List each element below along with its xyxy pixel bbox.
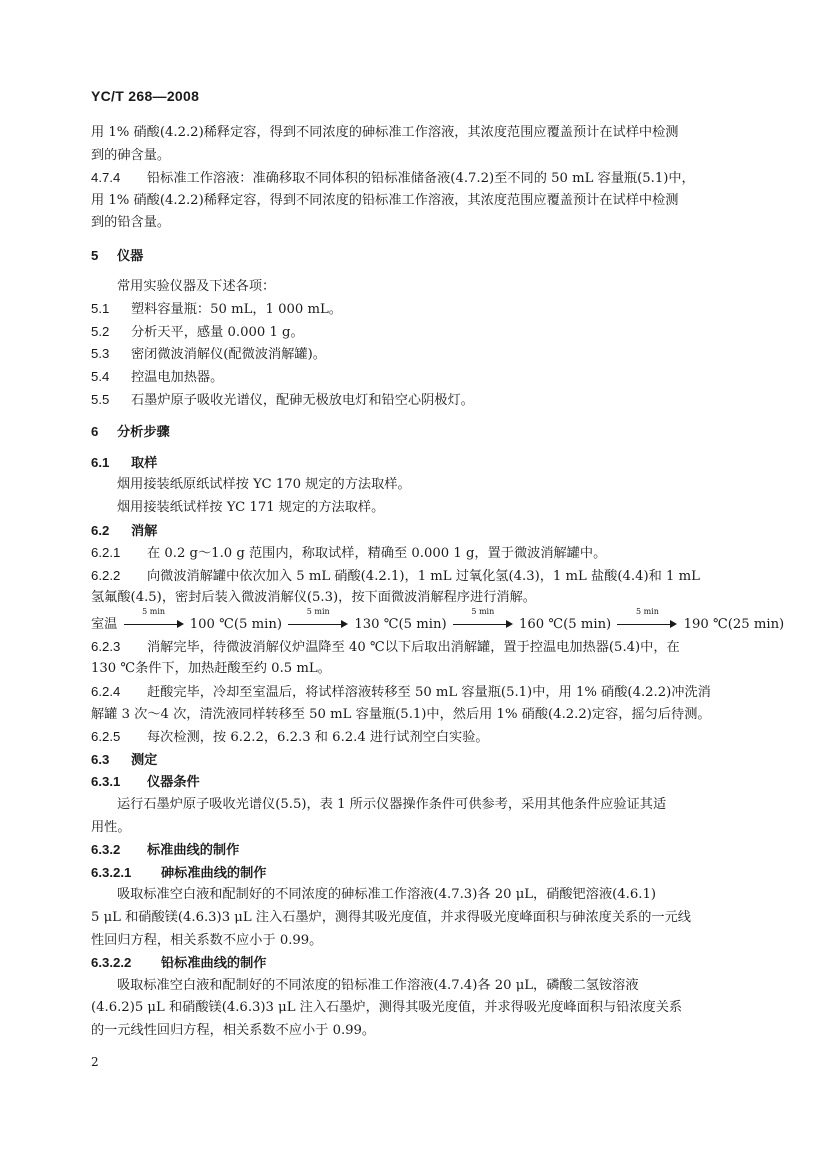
paragraph: 吸取标准空白液和配制好的不同浓度的砷标准工作溶液(4.7.3)各 20 μL，硝酸钯溶液(4.6.1) [117, 887, 656, 903]
program-stage: 190 ℃(25 min) [683, 616, 785, 632]
section-number: 6 [91, 424, 99, 440]
subsection-number: 6.2 [91, 522, 110, 538]
clause-number: 6.2.1 [91, 545, 121, 561]
program-stage: 160 ℃(5 min) [519, 616, 612, 632]
arrow-icon [288, 607, 348, 631]
arrow-label: 5 min [306, 607, 330, 617]
program-start: 室温 [91, 616, 118, 632]
body-line: 解罐 3 次～4 次，清洗液同样转移至 50 mL 容量瓶(5.1)中，然后用 1% 硝酸(4.2.2)定容，摇匀后待测。 [91, 706, 711, 722]
clause-6-2-4 [91, 681, 731, 704]
body-line: 性回归方程，相关系数不应小于 0.99。 [91, 932, 323, 948]
item-5-2 [91, 321, 731, 344]
item-number: 5.4 [91, 368, 110, 384]
item-text: 密闭微波消解仪(配微波消解罐)。 [131, 347, 326, 363]
subsection-6-2-heading [91, 520, 731, 543]
body-line: 5 μL 和硝酸镁(4.6.3)3 μL 注入石墨炉，测得其吸光度值，并求得吸光度峰面积与砷浓度关系的一元线 [91, 910, 691, 925]
clause-6-2-1 [91, 542, 731, 565]
paragraph: 运行石墨炉原子吸收光谱仪(5.5)，表 1 所示仪器操作条件可供参考，采用其他条件应验证其适 [117, 797, 667, 813]
item-text: 石墨炉原子吸收光谱仪，配砷无极放电灯和铅空心阴极灯。 [131, 392, 474, 408]
arrow-icon [617, 607, 677, 631]
paragraph: 烟用接装纸原纸试样按 YC 170 规定的方法取样。 [117, 477, 411, 493]
paragraph: 吸取标准空白液和配制好的不同浓度的铅标准工作溶液(4.7.4)各 20 μL，磷酸二氢铵溶液 [117, 977, 639, 993]
section-title: 仪器 [117, 247, 144, 263]
clause-title: 仪器条件 [147, 774, 200, 790]
clause-title: 砷标准曲线的制作 [161, 864, 267, 880]
item-5-4 [91, 366, 731, 389]
clause-title: 铅标准曲线的制作 [161, 955, 267, 971]
item-text: 塑料容量瓶：50 mL，1 000 mL。 [131, 302, 342, 318]
clause-6-3-1-heading [91, 771, 731, 794]
clause-number: 6.2.2 [91, 567, 121, 583]
section-5-intro: 常用实验仪器及下述各项： [117, 278, 276, 294]
clause-title: 标准曲线的制作 [147, 842, 240, 858]
page-number: 2 [91, 1055, 99, 1069]
item-text: 分析天平，感量 0.000 1 g。 [131, 324, 304, 340]
standard-code: YC/T 268—2008 [91, 88, 200, 104]
body-line: 130 ℃条件下，加热赶酸至约 0.5 mL。 [91, 661, 331, 677]
program-stage: 130 ℃(5 min) [354, 616, 447, 632]
subsection-title: 消解 [131, 522, 158, 538]
body-line: (4.6.2)5 μL 和硝酸镁(4.6.3)3 μL 注入石墨炉，测得其吸光度值，并求得吸光度峰面积与铅浓度关系 [91, 1000, 683, 1016]
item-number: 5.2 [91, 323, 110, 339]
clause-text: 每次检测，按 6.2.2，6.2.3 和 6.2.4 进行试剂空白实验。 [147, 730, 489, 746]
clause-6-2-2 [91, 565, 731, 588]
body-line: 用性。 [91, 819, 131, 835]
item-5-1 [91, 298, 731, 321]
clause-6-2-5 [91, 726, 731, 749]
clause-6-3-2-heading [91, 839, 731, 862]
item-5-5 [91, 389, 731, 412]
clause-number: 6.2.5 [91, 729, 121, 745]
clause-number: 6.2.4 [91, 684, 121, 700]
clause-number: 6.2.3 [91, 638, 121, 654]
subsection-title: 测定 [131, 751, 158, 767]
clause-text: 消解完毕，待微波消解仪炉温降至 40 ℃以下后取出消解罐，置于控温电加热器(5.4)中，在 [147, 639, 680, 655]
arrow-label: 5 min [471, 607, 495, 617]
clause-number: 4.7.4 [91, 170, 121, 186]
arrow-label: 5 min [142, 607, 166, 617]
section-6-heading [91, 421, 731, 444]
subsection-number: 6.3 [91, 751, 110, 767]
section-5-heading [91, 245, 731, 268]
body-line: 用 1% 硝酸(4.2.2)稀释定容，得到不同浓度的铅标准工作溶液，其浓度范围应覆盖预计在试样中检测 [91, 192, 679, 208]
clause-text: 向微波消解罐中依次加入 5 mL 硝酸(4.2.1)，1 mL 过氧化氢(4.3)，1 mL 盐酸(4.4)和 1 mL [147, 568, 700, 584]
item-number: 5.3 [91, 346, 110, 362]
body-line: 到的砷含量。 [91, 147, 171, 163]
subsection-number: 6.1 [91, 454, 110, 470]
body-line: 的一元线性回归方程，相关系数不应小于 0.99。 [91, 1022, 376, 1038]
document-body [91, 122, 785, 1043]
arrow-label: 5 min [635, 607, 659, 617]
paragraph: 烟用接装纸试样按 YC 171 规定的方法取样。 [117, 499, 385, 515]
clause-text: 在 0.2 g～1.0 g 范围内，称取试样，精确至 0.000 1 g，置于微波消解罐中。 [147, 546, 607, 562]
body-line: 到的铅含量。 [91, 215, 171, 231]
body-line: 用 1% 硝酸(4.2.2)稀释定容，得到不同浓度的砷标准工作溶液，其浓度范围应覆盖预计在试样中检测 [91, 125, 679, 140]
clause-number: 6.3.1 [91, 774, 121, 790]
body-line: 氢氟酸(4.5)，密封后装入微波消解仪(5.3)，按下面微波消解程序进行消解。 [91, 590, 536, 606]
clause-text: 赶酸完毕，冷却至室温后，将试样溶液转移至 50 mL 容量瓶(5.1)中，用 1% 硝酸(4.2.2)冲洗消 [147, 685, 711, 701]
item-number: 5.5 [91, 391, 110, 407]
section-title: 分析步骤 [117, 424, 170, 440]
item-text: 控温电加热器。 [131, 369, 224, 385]
arrow-icon [453, 607, 513, 631]
subsection-title: 取样 [131, 454, 158, 470]
program-stage: 100 ℃(5 min) [189, 616, 282, 632]
arrow-icon [124, 607, 184, 631]
section-number: 5 [91, 247, 99, 263]
clause-number: 6.3.2.2 [91, 955, 132, 971]
subsection-6-3-heading [91, 749, 731, 772]
subsection-6-1-heading [91, 452, 731, 475]
item-5-3 [91, 343, 731, 366]
clause-number: 6.3.2.1 [91, 864, 132, 880]
clause-6-3-2-2-heading [91, 952, 731, 975]
digestion-program [91, 607, 785, 636]
clause-number: 6.3.2 [91, 842, 121, 858]
clause-text: 铅标准工作溶液：准确移取不同体积的铅标准储备液(4.7.2)至不同的 50 mL 容量瓶(5.1)中， [147, 171, 695, 187]
clause-4-7-4 [91, 167, 731, 190]
clause-6-3-2-1-heading [91, 862, 731, 885]
item-number: 5.1 [91, 301, 110, 317]
